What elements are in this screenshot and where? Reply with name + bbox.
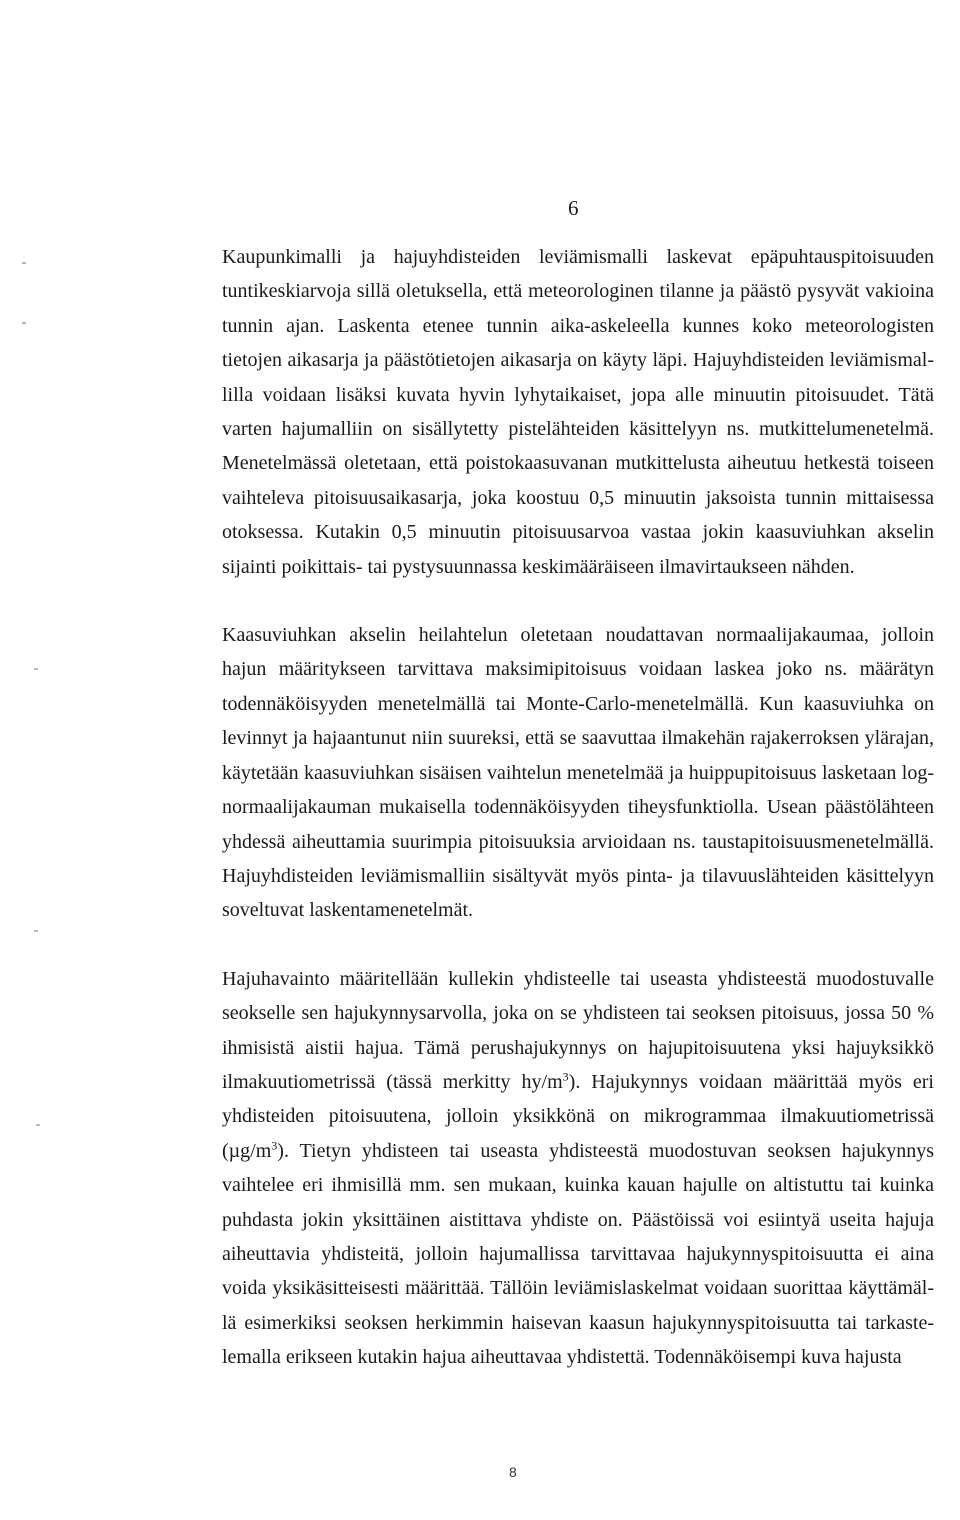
paragraph-3-part-2: ). Hajukynnys voidaan määrittää myös eri yhdisteiden pitoisuutena, jolloin yksikkönä on mikrogrammaa ilmakuutiometrissä (µg/m — [222, 1070, 934, 1162]
paragraph-3 — [222, 962, 934, 1375]
footer-page-number: 8 — [509, 1464, 517, 1480]
scan-mark — [22, 322, 26, 324]
scan-mark — [34, 668, 38, 670]
scan-mark — [22, 262, 26, 264]
superscript-3: 3 — [562, 1069, 569, 1084]
superscript-3: 3 — [271, 1138, 278, 1153]
body-text — [222, 240, 934, 1375]
paragraph-2: Kaasuviuhkan akselin heilahtelun oletetaan noudattavan normaalijakaumaa, jolloin hajun määritykseen tarvittava maksimipitoisuus voidaan laskea joko ns. määrätyn todennäköisyyden menetelmällä tai Monte-Carlo-menetelmällä. Kun kaasuviuhka on levinnyt ja hajaantunut niin suureksi, että se saavuttaa ilmakehän rajakerroksen ylärajan, käytetään kaasuviuhkan sisäisen vaihtelun menetelmää ja huippupitoisuus lasketaan log-normaalijakauman mukaisella todennäköisyyden tiheysfunktiolla. Usean päästölähteen yhdessä aiheuttamia suurimpia pitoisuuksia arvioidaan ns. taustapitoisuusmenetelmällä. Hajuyhdisteiden leviämismalliin sisältyvät myös pinta- ja tilavuuslähteiden käsittelyyn soveltuvat laskentamenetelmät. — [222, 624, 934, 922]
paragraph-1: Kaupunkimalli ja hajuyhdisteiden leviämismalli laskevat epäpuhtauspitoisuuden tuntikeskiarvoja sillä oletuksella, että meteorologinen tilanne ja päästö pysyvät vakioina tunnin ajan. Laskenta etenee tunnin aika-askeleella kunnes koko meteorologisten tietojen aikasarja ja päästötietojen aikasarja on käyty läpi. Hajuyhdisteiden leviämismallilla voidaan lisäksi kuvata hyvin lyhytaikaiset, jopa alle minuutin pitoisuudet. Tätä varten hajumalliin on sisällytetty pistelähteiden käsittelyyn ns. mutkittelumenetelmä. Menetelmässä oletetaan, että poistokaasuvanan mutkittelusta aiheutuu hetkestä toiseen vaihteleva pitoisuusaikasarja, joka koostuu 0,5 minuutin jaksoista tunnin mittaisessa otoksessa. Kutakin 0,5 minuutin pitoisuusarvoa vastaa jokin kaasuviuhkan akselin sijainti poikittais- tai pystysuunnassa keskimääräiseen ilmavirtaukseen nähden. — [222, 246, 934, 578]
paragraph-3-part-3: ). Tietyn yhdisteen tai useasta yhdisteestä muodostuvan seoksen hajukynnys vaihtelee eri ihmisillä mm. sen mukaan, kuinka kauan hajulle on altistuttu tai kuinka puhdasta jokin yksittäinen aistittava yhdiste on. Päästöissä voi esiintyä useita hajuja aiheuttavia yhdisteitä, jolloin hajumallissa tarvittavaa hajukynnyspitoisuutta ei aina voida yksikäsitteisesti määrittää. Tällöin leviämislaskelmat voidaan suorittaa käyttämällä esimerkiksi seoksen herkimmin haisevan kaasun hajukynnyspitoisuutta tai tarkastelemalla erikseen kutakin hajua aiheuttavaa yhdistettä. Todennäköisempi kuva hajusta — [222, 1139, 934, 1369]
scan-mark — [34, 930, 38, 932]
scan-mark — [36, 1124, 40, 1126]
paragraph-3-part-1: Hajuhavainto määritellään kullekin yhdisteelle tai useasta yhdisteestä muodostuvalle seokselle sen hajukynnysarvolla, joka on se yhdisteen tai seoksen pitoisuus, jossa 50 % ihmisistä aistii hajua. Tämä perushajukynnys on hajupitoisuutena yksi hajuyksikkö ilmakuutiometrissä (tässä merkitty hy/m — [222, 967, 934, 1093]
page-number: 6 — [568, 196, 579, 220]
